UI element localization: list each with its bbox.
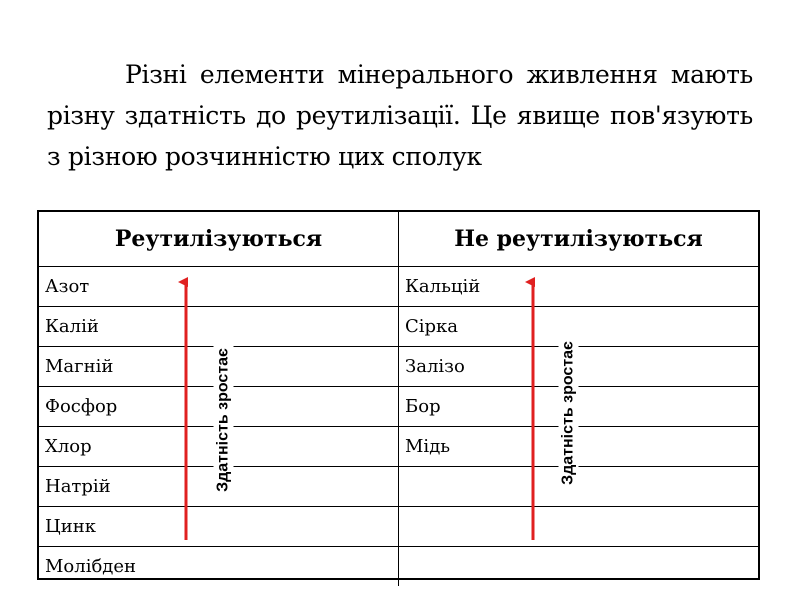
elements-table bbox=[37, 210, 760, 580]
table-row bbox=[39, 307, 758, 347]
not-reutilized-cell: Кальцій bbox=[399, 267, 759, 307]
right-arrow-label: Здатність зростає bbox=[559, 333, 579, 494]
reutilized-cell: Фосфор bbox=[39, 387, 399, 427]
header-reutilized: Реутилізуються bbox=[39, 212, 399, 267]
table-row bbox=[39, 507, 758, 547]
reutilized-cell: Магній bbox=[39, 347, 399, 387]
reutilized-cell: Цинк bbox=[39, 507, 399, 547]
not-reutilized-cell: Сірка bbox=[399, 307, 759, 347]
not-reutilized-cell bbox=[399, 547, 759, 587]
not-reutilized-cell bbox=[399, 507, 759, 547]
table-row bbox=[39, 347, 758, 387]
reutilized-cell: Натрій bbox=[39, 467, 399, 507]
table-row bbox=[39, 267, 758, 307]
reutilized-cell: Калій bbox=[39, 307, 399, 347]
left-arrow-label: Здатність зростає bbox=[214, 340, 234, 501]
table-row bbox=[39, 547, 758, 587]
intro-paragraph: Різні елементи мінерального живлення мають різну здатність до реутилізації. Це явище пов'язують з різною розчинністю цих сполук bbox=[47, 60, 753, 171]
table-row bbox=[39, 427, 758, 467]
not-reutilized-cell: Залізо bbox=[399, 347, 759, 387]
table-row bbox=[39, 387, 758, 427]
reutilized-cell: Азот bbox=[39, 267, 399, 307]
reutilized-cell: Хлор bbox=[39, 427, 399, 467]
table-row bbox=[39, 467, 758, 507]
reutilized-cell: Молібден bbox=[39, 547, 399, 587]
table-header-row bbox=[39, 212, 758, 267]
not-reutilized-cell: Мідь bbox=[399, 427, 759, 467]
header-not-reutilized: Не реутилізуються bbox=[399, 212, 759, 267]
not-reutilized-cell: Бор bbox=[399, 387, 759, 427]
